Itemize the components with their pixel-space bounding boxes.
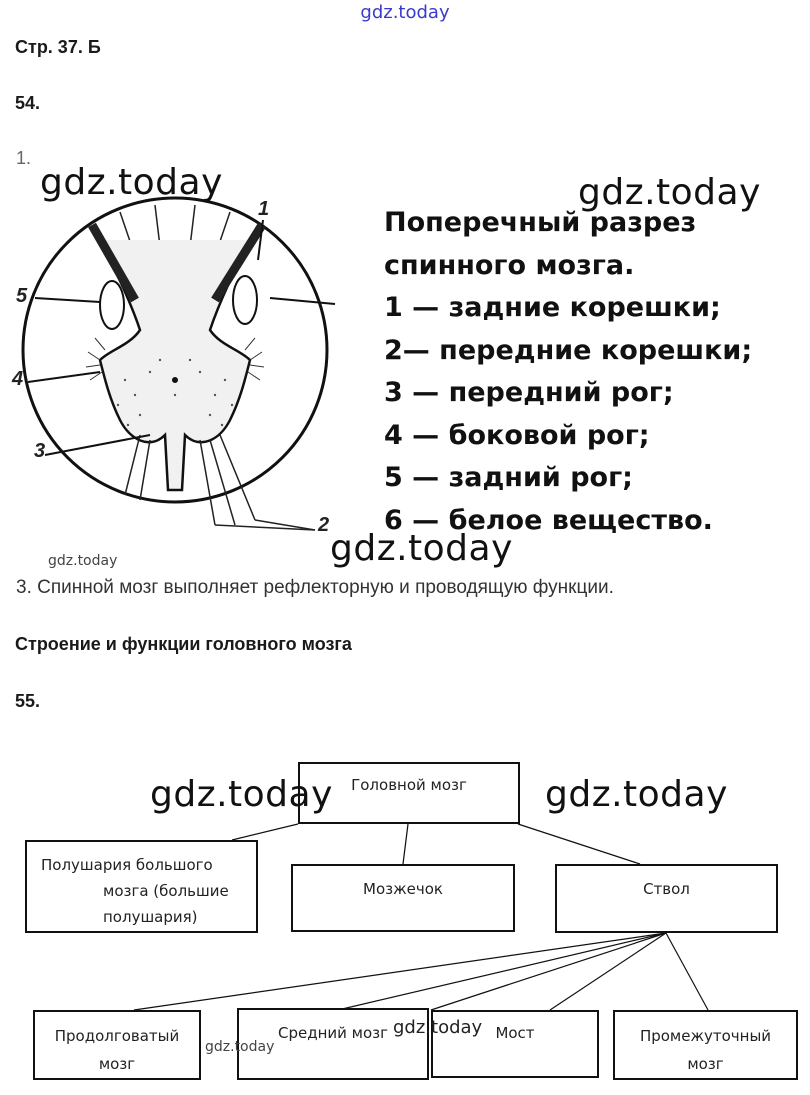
node-medulla-line: Продолговатый bbox=[54, 1027, 180, 1045]
task-54-number: 54. bbox=[15, 93, 41, 113]
caption-line: 5 — задний рог; bbox=[384, 462, 633, 493]
node-diencephalon-line: Промежуточный bbox=[639, 1027, 772, 1045]
watermark-big: gdz.today bbox=[150, 774, 333, 815]
watermark-small: gdz.today bbox=[205, 1039, 275, 1055]
watermark-big: gdz.today bbox=[578, 172, 761, 213]
figure-label-4: 4 bbox=[12, 368, 24, 390]
watermark-big: gdz.today bbox=[330, 528, 513, 569]
figure-label-3: 3 bbox=[34, 440, 46, 462]
item-3-text: 3. Спинной мозг выполняет рефлекторную и проводящую функции. bbox=[16, 577, 614, 598]
node-diencephalon-line: мозг bbox=[687, 1055, 724, 1073]
node-hemispheres-line: полушария) bbox=[103, 908, 198, 926]
node-diencephalon bbox=[613, 1010, 798, 1080]
watermark-small: gdz.today bbox=[393, 1017, 483, 1038]
watermark-top: gdz.today bbox=[360, 2, 450, 23]
watermark-big: gdz.today bbox=[545, 774, 728, 815]
node-brainstem bbox=[555, 864, 778, 933]
page-header: Стр. 37. Б bbox=[15, 37, 101, 57]
node-cerebellum-label: Мозжечок bbox=[363, 880, 443, 898]
caption-line: спинного мозга. bbox=[384, 249, 635, 281]
root-node-label: Головной мозг bbox=[351, 776, 467, 794]
caption-line: 3 — передний рог; bbox=[384, 377, 674, 408]
caption-line: 2— передние корешки; bbox=[384, 334, 753, 366]
caption-line: 6 — белое вещество. bbox=[384, 504, 713, 536]
caption-line: 1 — задние корешки; bbox=[384, 292, 721, 323]
node-pons-label: Мост bbox=[495, 1024, 535, 1042]
node-hemispheres-line: мозга (большие bbox=[103, 882, 229, 900]
figure-label-5: 5 bbox=[16, 285, 28, 307]
section-title: Строение и функции головного мозга bbox=[15, 634, 352, 654]
watermark-small: gdz.today bbox=[48, 553, 118, 569]
caption-line: 4 — боковой рог; bbox=[384, 419, 650, 451]
node-medulla bbox=[33, 1010, 201, 1080]
caption-line: Поперечный разрез bbox=[384, 207, 697, 238]
figure-label-2: 2 bbox=[318, 514, 330, 536]
node-brainstem-label: Ствол bbox=[643, 880, 690, 898]
watermark-big: gdz.today bbox=[40, 162, 223, 203]
node-hemispheres-line: Полушария большого bbox=[41, 856, 213, 874]
node-cerebellum bbox=[291, 864, 515, 932]
item-1-number: 1. bbox=[16, 148, 32, 168]
node-midbrain-label: Средний мозг bbox=[277, 1024, 389, 1042]
node-medulla-line: мозг bbox=[98, 1055, 136, 1073]
task-55-number: 55. bbox=[15, 691, 41, 711]
node-hemispheres bbox=[25, 840, 258, 933]
figure-label-1: 1 bbox=[258, 198, 270, 220]
